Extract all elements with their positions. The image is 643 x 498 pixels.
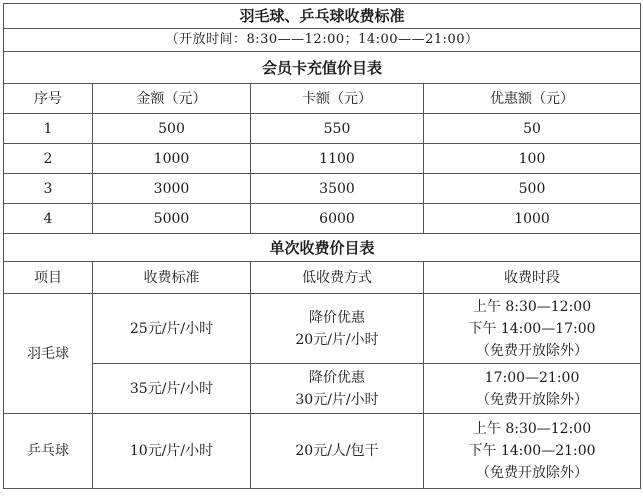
single-section-title: 单次收费价目表	[4, 234, 641, 262]
cell-amount: 5000	[93, 204, 251, 234]
time-afternoon: 下午 14:00—21:00	[468, 443, 596, 459]
cell-time-slot	[424, 364, 641, 414]
cell-card-value: 1100	[251, 144, 424, 174]
time-afternoon: 下午 14:00—17:00	[468, 320, 596, 337]
time-morning: 上午 8:30—12:00	[472, 421, 592, 437]
column-header-low-rate: 低收费方式	[251, 262, 424, 294]
cell-low-rate	[251, 294, 424, 364]
cell-amount: 1000	[93, 144, 251, 174]
column-header-item: 项目	[4, 262, 93, 294]
cell-time-slot	[424, 414, 641, 489]
time-note: （免费开放除外）	[476, 342, 588, 359]
cell-standard: 25元/片/小时	[93, 294, 251, 364]
cell-card-value: 550	[251, 114, 424, 144]
single-header-row	[4, 262, 641, 294]
cell-item-badminton: 羽毛球	[4, 294, 93, 414]
fee-table	[3, 3, 641, 489]
cell-standard: 35元/片/小时	[93, 364, 251, 414]
column-header-index: 序号	[4, 84, 93, 114]
column-header-standard: 收费标准	[93, 262, 251, 294]
cell-amount: 3000	[93, 174, 251, 204]
table-row	[4, 414, 641, 489]
cell-discount: 500	[424, 174, 641, 204]
cell-index: 1	[4, 114, 93, 144]
low-rate-label: 降价优惠	[309, 309, 365, 326]
table-row	[4, 174, 641, 204]
time-note: （免费开放除外）	[476, 465, 588, 481]
cell-discount: 1000	[424, 204, 641, 234]
table-row	[4, 114, 641, 144]
page-title: 羽毛球、乒乓球收费标准	[4, 4, 641, 29]
cell-item-pingpong: 乒乓球	[4, 414, 93, 489]
low-rate-price: 20元/片/小时	[295, 331, 379, 348]
column-header-time-slot: 收费时段	[424, 262, 641, 294]
cell-card-value: 6000	[251, 204, 424, 234]
table-row	[4, 364, 641, 414]
opening-hours: （开放时间：8:30——12:00；14:00——21:00）	[4, 29, 641, 52]
cell-amount: 500	[93, 114, 251, 144]
column-header-card-value: 卡额（元）	[251, 84, 424, 114]
low-rate-price: 30元/片/小时	[295, 391, 379, 408]
membership-header-row	[4, 84, 641, 114]
cell-standard: 10元/片/小时	[93, 414, 251, 489]
table-row	[4, 204, 641, 234]
table-row	[4, 294, 641, 364]
low-rate-label: 降价优惠	[309, 369, 365, 386]
cell-card-value: 3500	[251, 174, 424, 204]
membership-section-title: 会员卡充值价目表	[4, 52, 641, 84]
cell-index: 2	[4, 144, 93, 174]
cell-index: 4	[4, 204, 93, 234]
cell-discount: 100	[424, 144, 641, 174]
time-evening: 17:00—21:00	[484, 369, 580, 386]
column-header-discount: 优惠额（元）	[424, 84, 641, 114]
time-note: （免费开放除外）	[476, 391, 588, 408]
cell-time-slot	[424, 294, 641, 364]
column-header-amount: 金额（元）	[93, 84, 251, 114]
cell-discount: 50	[424, 114, 641, 144]
time-morning: 上午 8:30—12:00	[472, 298, 592, 315]
table-row	[4, 144, 641, 174]
cell-low-rate	[251, 364, 424, 414]
cell-index: 3	[4, 174, 93, 204]
cell-low-rate: 20元/人/包干	[251, 414, 424, 489]
